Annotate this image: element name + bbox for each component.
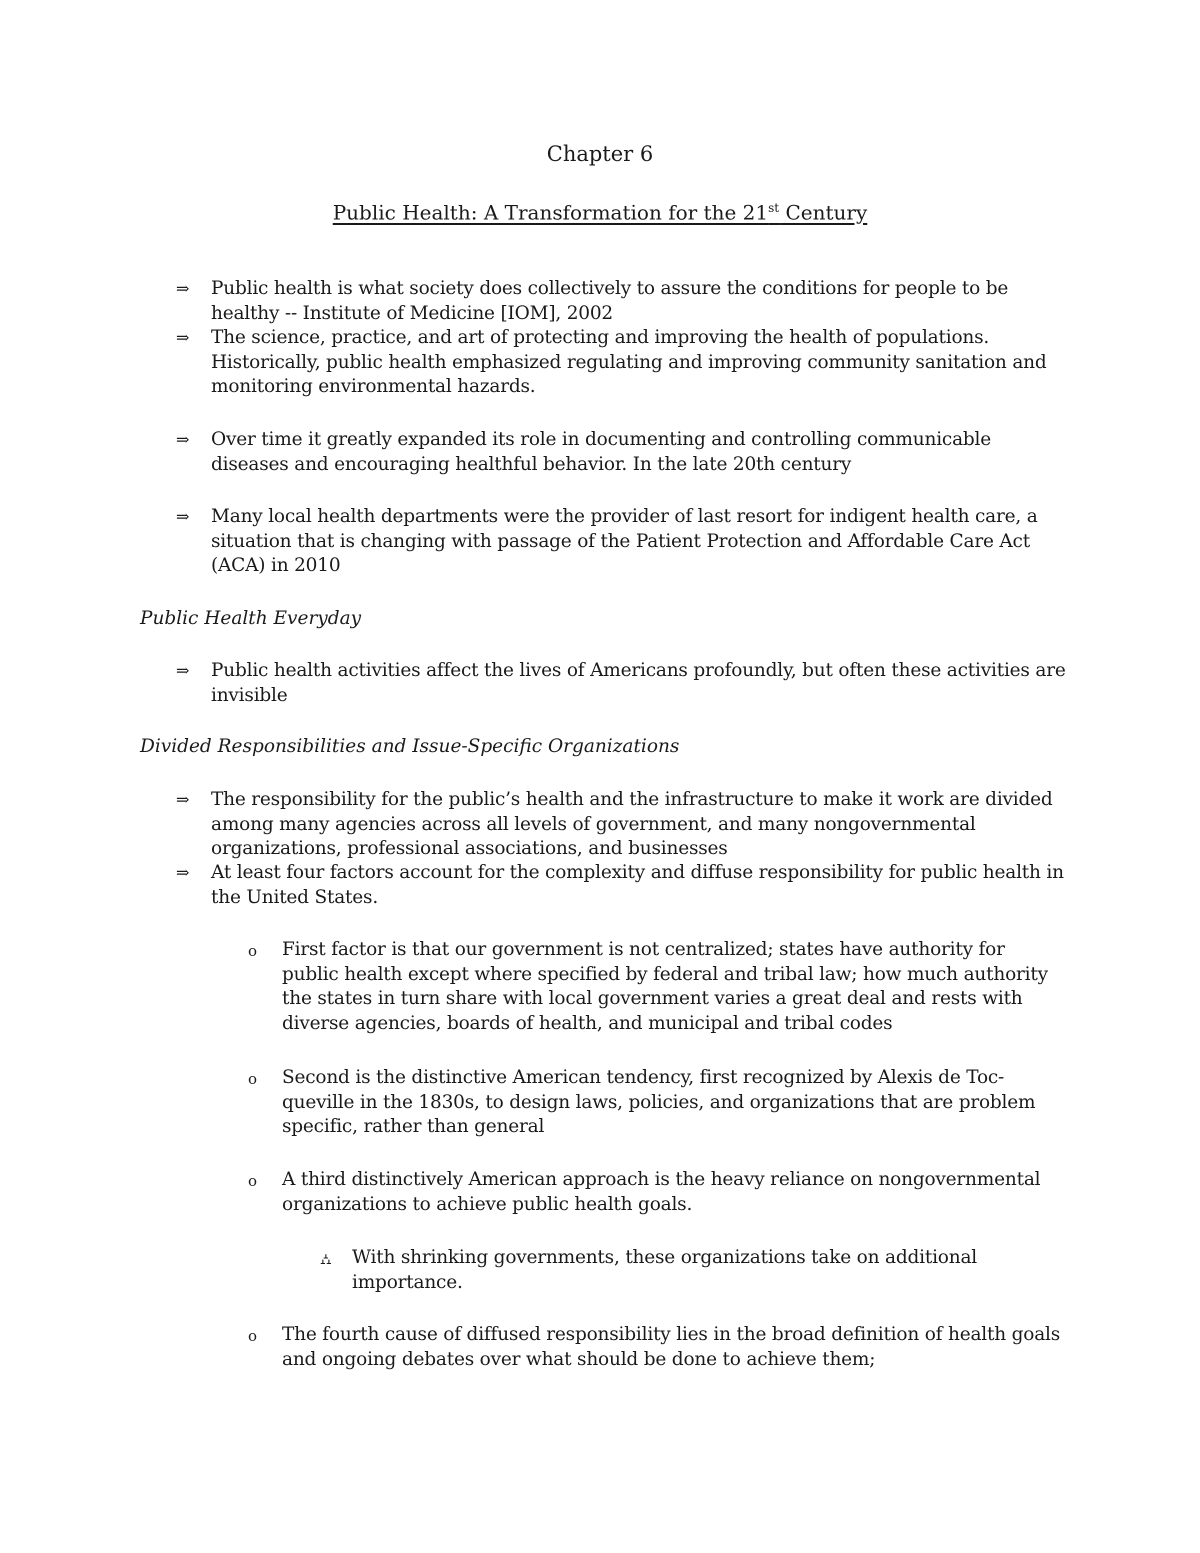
arrow-bullet-icon: ⇒ (176, 279, 190, 298)
arrow-bullet-icon: ⇒ (176, 863, 190, 882)
factor-item-text: The fourth cause of diffused responsibility lies in the broad definition of health goals and ongoing debates over what should be done to achieve them; (282, 1324, 1061, 1370)
circle-bullet-icon: o (248, 1327, 257, 1345)
factor-item-text: A third distinctively American approach is the heavy reliance on nongovernmental organizations to achieve public health goals. (282, 1169, 1041, 1215)
factor-item (248, 1066, 1068, 1140)
section-heading-public-health-everyday: Public Health Everyday (140, 608, 362, 629)
section-heading-divided-responsibilities: Divided Responsibilities and Issue-Specific Organizations (140, 736, 680, 757)
list-item-text: Many local health departments were the provider of last resort for indigent health care, a situation that is changing with passage of the Patient Protection and Affordable Care Act (ACA) in 2010 (211, 506, 1038, 576)
sub-item (320, 1246, 1060, 1295)
sub-item-text: With shrinking governments, these organizations take on additional importance. (352, 1247, 977, 1293)
arrow-bullet-icon: ⇒ (176, 430, 190, 449)
factor-item (248, 1323, 1068, 1372)
circle-bullet-icon: o (248, 942, 257, 960)
dingbat-bullet-icon: ⛼ (320, 1250, 332, 1268)
factor-item (248, 1168, 1068, 1217)
arrow-bullet-icon: ⇒ (176, 328, 190, 347)
arrow-bullet-icon: ⇒ (176, 661, 190, 680)
chapter-number: Chapter 6 (546, 142, 654, 166)
list-item-text: Over time it greatly expanded its role in documenting and controlling communicable diseases and encouraging healthful behavior. In the late 20th century (211, 429, 992, 475)
factor-item-text: First factor is that our government is not centralized; states have authority for public health except where specified by federal and tribal law; how much authority the states in turn share with local government varies a great deal and rests with diverse agencies, boards of health, and municipal and tribal codes (282, 939, 1048, 1034)
list-item (176, 428, 1076, 477)
factor-item (248, 938, 1068, 1036)
list-item (176, 788, 1076, 862)
list-item-text: The science, practice, and art of protecting and improving the health of populations. Historically, public health emphasized regulating and improving community sanitation and monitoring environmental hazards. (211, 327, 1047, 397)
list-item (176, 861, 1076, 910)
list-item-text: At least four factors account for the complexity and diffuse responsibility for public health in the United States. (211, 862, 1064, 908)
list-item-text: Public health is what society does collectively to assure the conditions for people to be healthy -- Institute of Medicine [IOM], 2002 (211, 278, 1009, 324)
arrow-bullet-icon: ⇒ (176, 507, 190, 526)
list-item-text: The responsibility for the public’s health and the infrastructure to make it work are divided among many agencies across all levels of government, and many nongovernmental organizations, professional associations, and businesses (211, 789, 1053, 859)
chapter-title (0, 194, 1200, 227)
circle-bullet-icon: o (248, 1070, 257, 1088)
list-item-text: Public health activities affect the lives of Americans profoundly, but often these activities are invisible (211, 660, 1066, 706)
chapter-title-main: Public Health: A Transformation for the 21 (332, 200, 769, 225)
chapter-title-superscript: st (768, 201, 780, 215)
arrow-bullet-icon: ⇒ (176, 790, 190, 809)
list-item (176, 277, 1076, 326)
chapter-title-end: Century (779, 200, 868, 225)
list-item (176, 505, 1076, 579)
list-item (176, 326, 1076, 400)
factor-item-text: Second is the distinctive American tendency, first recognized by Alexis de Toc-queville in the 1830s, to design laws, policies, and organizations that are problem specific, rather than general (282, 1067, 1036, 1137)
list-item (176, 659, 1076, 708)
circle-bullet-icon: o (248, 1172, 257, 1190)
